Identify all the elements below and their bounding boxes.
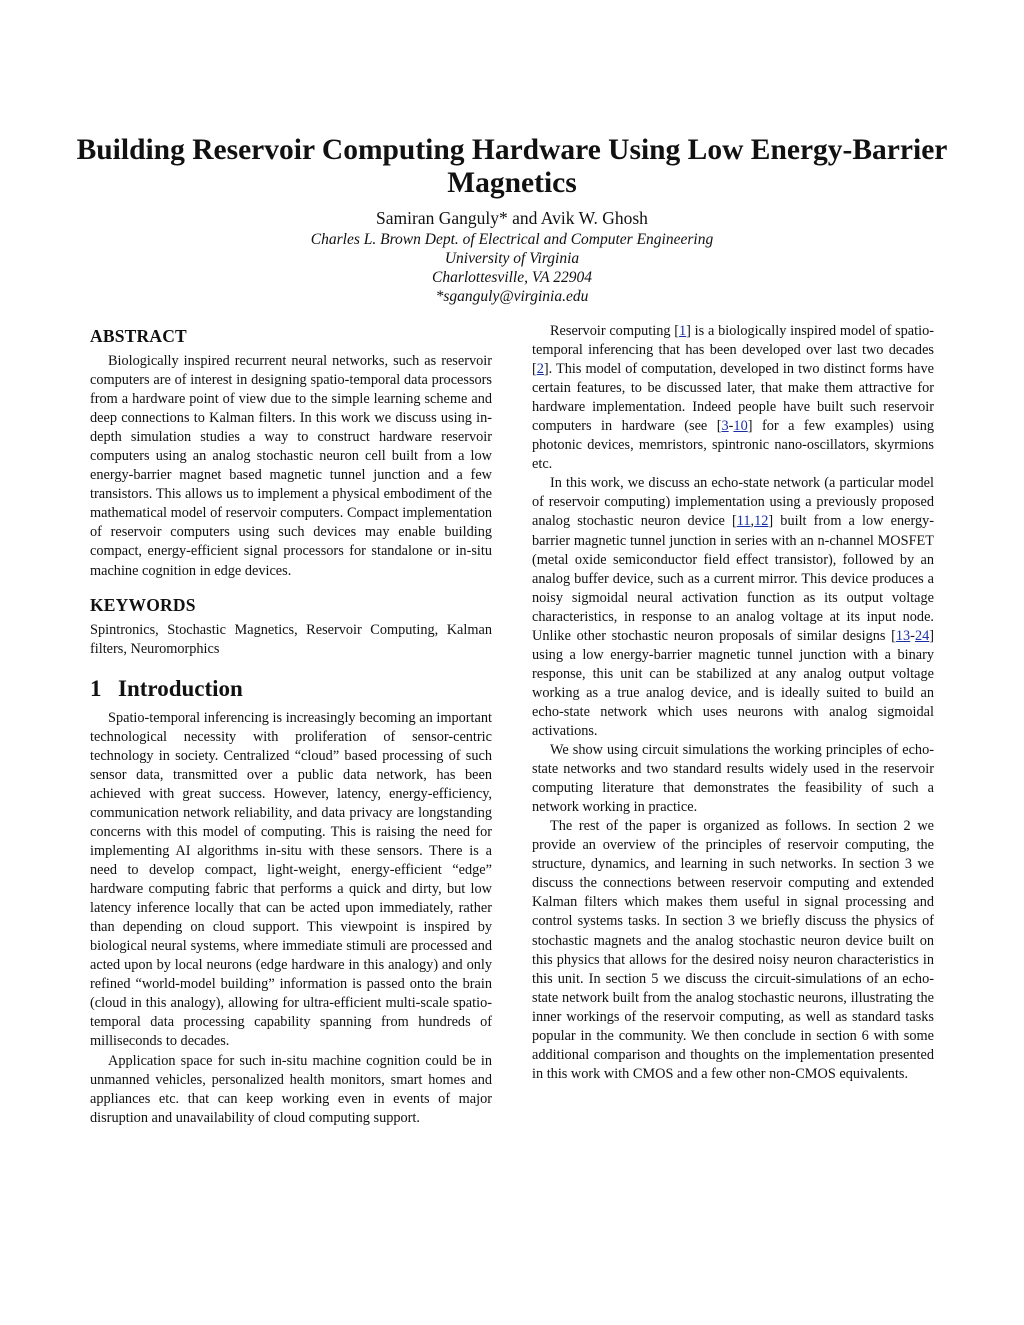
text-span: - — [910, 627, 915, 644]
affiliation-department: Charles L. Brown Dept. of Electrical and Computer Engineering — [310, 231, 714, 248]
text-span: ] using a low energy-barrier magnetic tunnel junction with a binary response, this unit can be stabilized at any analog output voltage working as a true analog device, and is ideally suited to build an echo-state network which uses neurons with analog sigmoidal activations. — [532, 627, 934, 739]
citation-link[interactable]: 12 — [754, 513, 769, 530]
citation-link[interactable]: 11 — [736, 513, 751, 530]
author-email: *sganguly@virginia.edu — [435, 288, 589, 305]
citation-link[interactable]: 3 — [721, 418, 729, 435]
affiliation-university: University of Virginia — [444, 250, 580, 267]
citation-link[interactable]: 1 — [679, 323, 687, 339]
text-span: In this work, we discuss an echo-state network (a particular model of reservoir computing) implementation using a previously proposed analog stochastic neuron device [ — [532, 475, 934, 530]
author-names: Samiran Ganguly* and Avik W. Ghosh — [376, 208, 648, 228]
text-span: Reservoir computing [ — [550, 323, 680, 339]
abstract-text: Biologically inspired recurrent neural networks, such as reservoir computers are of interest in designing spatio-temporal data processors from a hardware point of view due to the simple learning scheme and deep connections to Kalman filters. In this work we discuss using in-depth simulation studies a way to construct hardware reservoir computers using an analog stochastic neuron cell built from a low energy-barrier magnet based magnetic tunnel junction and a few transistors. This allows us to implement a physical embodiment of the mathematical model of reservoir computers. Compact implementation of reservoir computers using such devices may enable building compact, energy-efficient signal processors for standalone or in-situ machine cognition in edge devices. — [90, 353, 492, 579]
right-paragraph-4: The rest of the paper is organized as follows. In section 2 we provide an overview of the principles of reservoir computing, the structure, dynamics, and learning in such networks. In section 3 we discuss the connections between reservoir computing and extended Kalman filters which makes them useful in signal processing and control systems tasks. In section 3 we briefly discuss the physics of stochastic magnets and the analog stochastic neuron device built on this physics that allows for the desired noisy neuron characteristics in this unit. In section 5 we discuss the circuit-simulations of an echo-state network built from the analog stochastic neurons, illustrating the inner workings of the reservoir computing, as well as standard tasks popular in the community. We then conclude in section 6 with some additional comparison and thoughts on the implementation presented in this work with CMOS and a few other non-CMOS equivalents. — [532, 818, 934, 1082]
text-span: ] built from a low energy-barrier magnetic tunnel junction in series with an n-channel MOSFET (metal oxide semiconductor field effect transistor), followed by an analog buffer device, such as a current mirror. This device produces a noisy sigmoidal neural activation function as its output voltage characteristics, in response to an analog voltage at its input node. Unlike other stochastic neuron proposals of similar designs [ — [532, 513, 935, 644]
citation-link[interactable]: 24 — [914, 627, 930, 644]
text-span: ] is a biologically inspired model of spatio-temporal inferencing that has been developed over last two decades [ — [532, 323, 934, 378]
section-number: 1 — [90, 675, 102, 701]
text-span: ] for a few examples) using photonic devices, memristors, spintronic nano-oscillators, skyrmions etc. — [532, 418, 934, 473]
right-column — [532, 322, 934, 1084]
text-span: , — [750, 513, 755, 530]
keywords-heading: KEYWORDS — [90, 594, 196, 615]
text-span: ]. This model of computation, developed in two distinct forms have certain features, to be discussed later, that make them attractive for hardware implementation. Indeed people have built such reservoir computers in hardware (see [ — [532, 361, 934, 435]
right-paragraph-1 — [532, 322, 934, 474]
right-paragraph-3: We show using circuit simulations the working principles of echo-state networks and two standard results widely used in the reservoir computing literature that demonstrates the feasibility of such a network working in practice. — [532, 742, 934, 816]
abstract-heading: ABSTRACT — [90, 326, 187, 346]
keywords-text: Spintronics, Stochastic Magnetics, Reservoir Computing, Kalman filters, Neuromorphics — [90, 621, 492, 657]
intro-paragraph-1: Spatio-temporal inferencing is increasingly becoming an important technological necessity with proliferation of sensor-centric technology in society. Centralized “cloud” based processing of such sensor data, transmitted over a public data network, has been achieved with great success. However, latency, energy-efficiency, communication network reliability, and data privacy are longstanding concerns with this model of computing. This is raising the need for implementing AI algorithms in-situ with these sensors. There is a need to develop compact, light-weight, energy-efficient “edge” hardware computing fabric that performs a quick and dirty, but low latency inference locally that can be acted upon immediately, rather than depending on cloud support. This viewpoint is inspired by biological neural systems, where immediate stimuli are processed and acted upon by local neurons (edge hardware in this analogy) and only refined “world-model building” information is passed onto the brain (cloud in this analogy), allowing for ultra-efficient multi-scale spatio-temporal data processing capability spanning from hundreds of milliseconds to decades. — [90, 709, 492, 1050]
citation-link[interactable]: 13 — [895, 627, 911, 644]
citation-link[interactable]: 2 — [536, 361, 544, 378]
affiliation-location: Charlottesville, VA 22904 — [431, 269, 592, 286]
left-column — [90, 326, 492, 1128]
right-paragraph-2 — [532, 474, 934, 741]
section-title: Introduction — [118, 675, 243, 701]
citation-link[interactable]: 10 — [733, 418, 748, 435]
intro-paragraph-2: Application space for such in-situ machine cognition could be in unmanned vehicles, personalized health monitors, smart homes and appliances etc. that can keep working even in events of major disruption and unavailability of cloud computing support. — [90, 1052, 492, 1126]
paper-title: Building Reservoir Computing Hardware Using Low Energy-Barrier Magnetics — [76, 134, 948, 199]
text-span: - — [728, 418, 734, 435]
introduction-heading — [90, 675, 492, 703]
